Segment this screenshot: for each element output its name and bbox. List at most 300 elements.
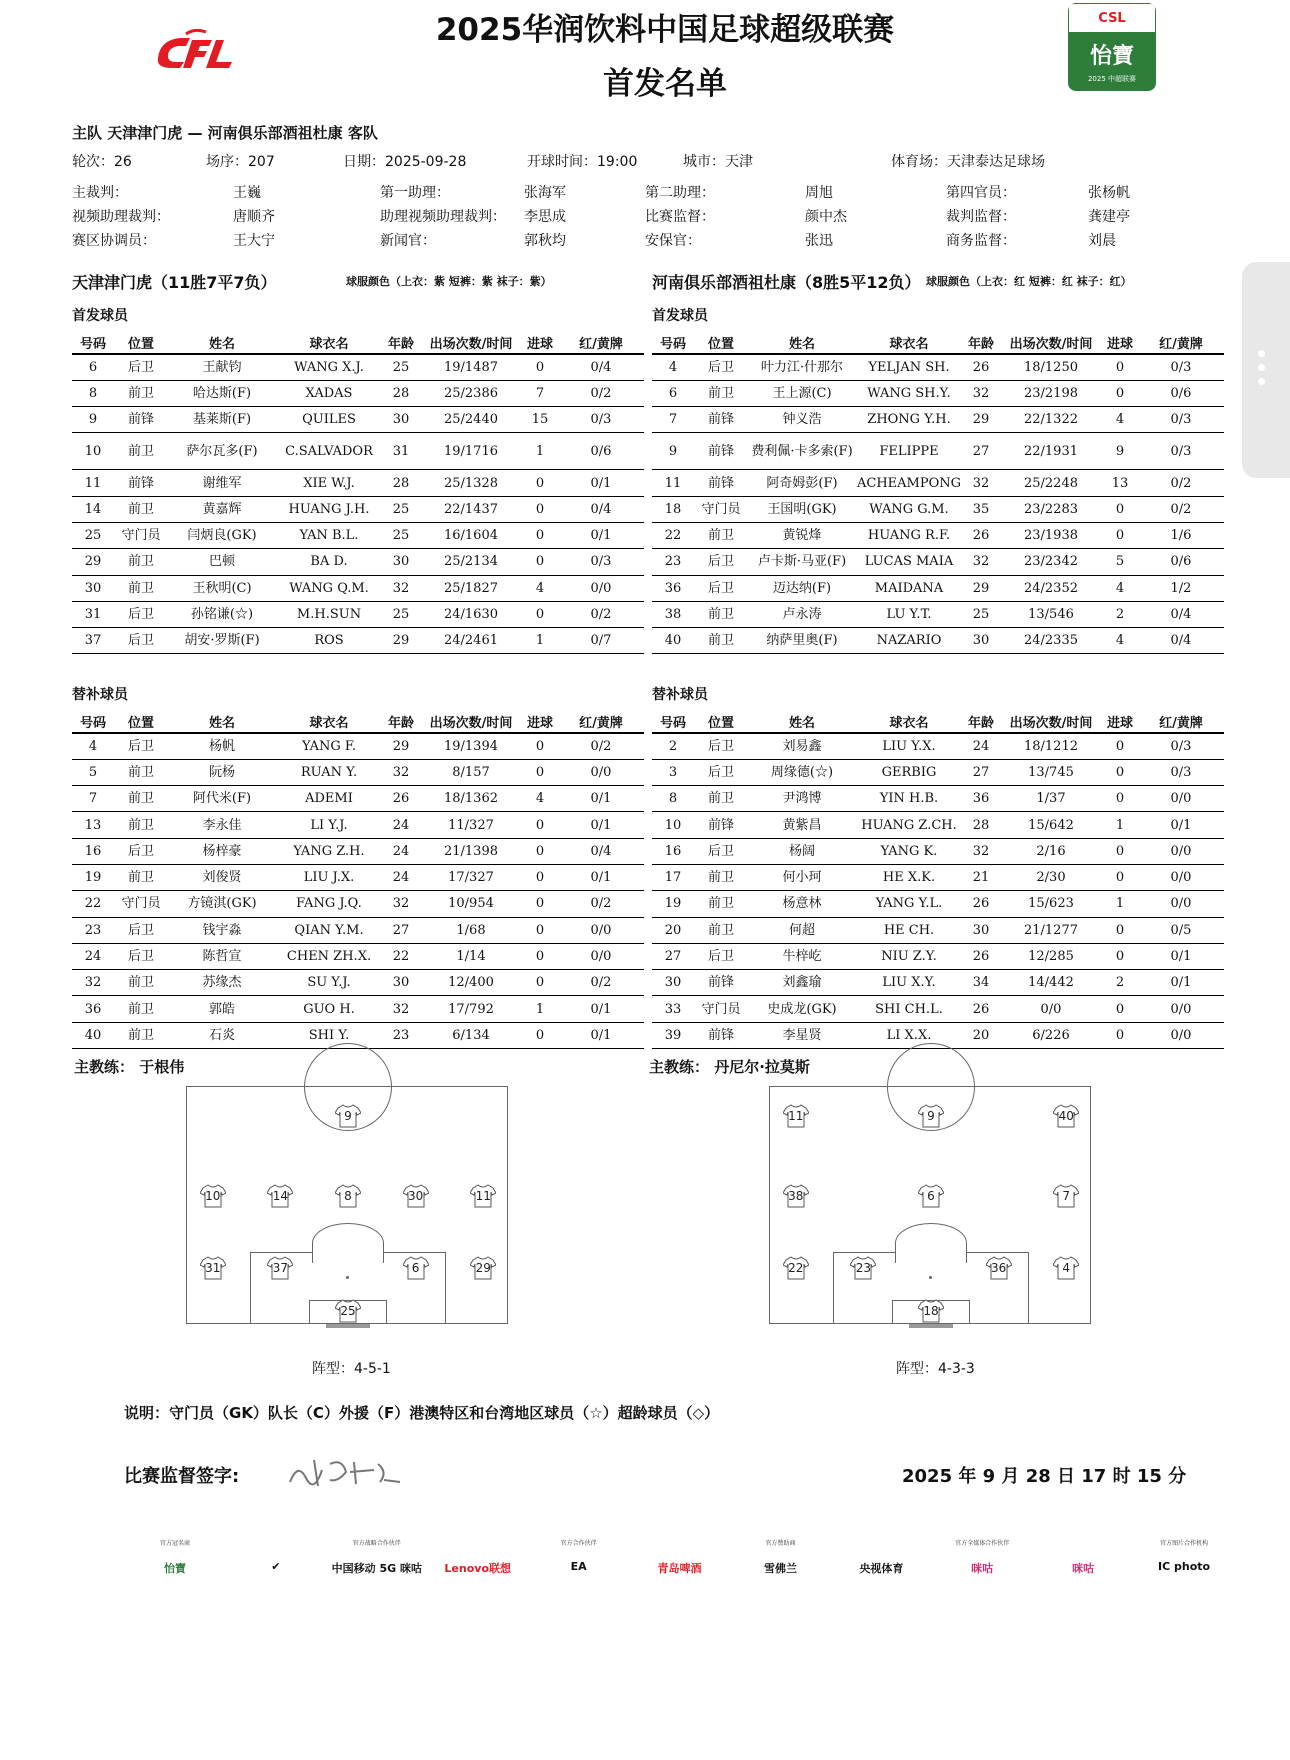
player-shirt-icon [918, 1299, 944, 1323]
table-row [72, 522, 644, 548]
player-shirt-icon [783, 1256, 809, 1280]
cell-cards: 0/0 [1138, 996, 1224, 1022]
sponsor-name: 央视体育 [859, 1562, 904, 1575]
cell-age: 30 [382, 549, 420, 575]
cell-apps: 10/954 [420, 891, 522, 917]
cell-apps: 25/2248 [1000, 470, 1102, 496]
column-header-position: 位置 [694, 711, 748, 733]
dot-icon [1258, 364, 1265, 371]
table-row [652, 354, 1224, 380]
column-header-name: 姓名 [168, 711, 276, 733]
cell-position: 前锋 [694, 970, 748, 996]
cell-goals: 0 [1102, 759, 1138, 785]
cell-age: 24 [962, 733, 1000, 759]
cell-number: 11 [652, 470, 694, 496]
cell-shirt-name: SHI CH.L. [856, 996, 962, 1022]
sponsor-name: 咪咕 [971, 1562, 994, 1575]
cell-cards: 0/1 [1138, 943, 1224, 969]
cell-goals: 4 [1102, 407, 1138, 433]
cell-number: 5 [72, 759, 114, 785]
cell-goals: 2 [1102, 970, 1138, 996]
cell-name: 李星贤 [748, 1022, 856, 1048]
table-row [72, 549, 644, 575]
shirt-number: 40 [1058, 1108, 1074, 1123]
cell-position: 后卫 [114, 628, 168, 654]
official-name: 唐顺齐 [233, 209, 275, 225]
cell-number: 23 [652, 549, 694, 575]
cell-apps: 25/2134 [420, 549, 522, 575]
cell-cards: 0/0 [558, 575, 644, 601]
cell-age: 25 [382, 601, 420, 627]
cell-shirt-name: MAIDANA [856, 575, 962, 601]
official-name: 郭秋均 [524, 233, 566, 249]
cell-number: 10 [652, 812, 694, 838]
column-header-apps: 出场次数/时间 [420, 711, 522, 733]
table-row [652, 864, 1224, 890]
player-shirt-icon [335, 1104, 361, 1128]
official-name: 周旭 [805, 185, 833, 201]
table-row [652, 380, 1224, 406]
csl-logo [1068, 3, 1156, 91]
cell-name: 周缘德(☆) [748, 759, 856, 785]
cell-cards: 0/6 [1138, 380, 1224, 406]
column-header-age: 年龄 [962, 332, 1000, 354]
table-row [72, 759, 644, 785]
cell-goals: 2 [1102, 601, 1138, 627]
cell-goals: 4 [1102, 575, 1138, 601]
cell-apps: 25/2386 [420, 380, 522, 406]
cell-position: 后卫 [694, 759, 748, 785]
official-name: 颜中杰 [805, 209, 847, 225]
column-header-cards: 红/黄牌 [558, 711, 644, 733]
cell-name: 叶力江·什那尔 [748, 354, 856, 380]
cell-apps: 23/2283 [1000, 496, 1102, 522]
cell-shirt-name: FELIPPE [856, 433, 962, 470]
cell-apps: 13/745 [1000, 759, 1102, 785]
cell-cards: 0/7 [558, 628, 644, 654]
header [0, 0, 1290, 110]
cell-age: 29 [962, 407, 1000, 433]
cell-cards: 0/0 [1138, 864, 1224, 890]
shirt-number: 18 [923, 1303, 939, 1318]
sponsor-caption: 官方合作伙伴 [560, 1540, 597, 1547]
cell-name: 何小珂 [748, 864, 856, 890]
table-row [72, 601, 644, 627]
column-header-number: 号码 [72, 711, 114, 733]
cell-number: 40 [72, 1022, 114, 1048]
away-starters-table [652, 332, 1224, 654]
cell-shirt-name: WANG X.J. [276, 354, 382, 380]
cell-age: 29 [382, 733, 420, 759]
official-name: 张杨帆 [1088, 185, 1130, 201]
page-title: 2025华润饮料中国足球超级联赛 [435, 12, 895, 48]
table-row [72, 864, 644, 890]
cell-name: 王上源(C) [748, 380, 856, 406]
cell-age: 22 [382, 943, 420, 969]
cell-name: 迈达纳(F) [748, 575, 856, 601]
cell-shirt-name: C.SALVADOR [276, 433, 382, 470]
cell-goals: 4 [522, 575, 558, 601]
signature-time: 2025 年 9 月 28 日 17 时 15 分 [902, 1466, 1187, 1487]
cell-age: 28 [382, 470, 420, 496]
column-header-name: 姓名 [748, 332, 856, 354]
cell-shirt-name: HE X.K. [856, 864, 962, 890]
cell-shirt-name: BA D. [276, 549, 382, 575]
cell-age: 28 [382, 380, 420, 406]
table-row [72, 470, 644, 496]
cell-position: 前锋 [114, 407, 168, 433]
cell-number: 6 [72, 354, 114, 380]
sponsor-caption [1028, 1538, 1138, 1548]
cell-name: 卢永涛 [748, 601, 856, 627]
cell-number: 23 [72, 917, 114, 943]
cell-name: 胡安·罗斯(F) [168, 628, 276, 654]
official-role: 裁判监督： [946, 209, 1016, 225]
side-handle[interactable] [1242, 262, 1290, 478]
cell-number: 32 [72, 970, 114, 996]
cell-number: 16 [652, 838, 694, 864]
cell-cards: 0/3 [1138, 433, 1224, 470]
cell-number: 16 [72, 838, 114, 864]
cell-number: 14 [72, 496, 114, 522]
column-header-position: 位置 [114, 332, 168, 354]
cell-shirt-name: LIU Y.X. [856, 733, 962, 759]
cell-shirt-name: XADAS [276, 380, 382, 406]
cell-apps: 25/1328 [420, 470, 522, 496]
cell-cards: 0/4 [558, 496, 644, 522]
home-coach: 主教练： 于根伟 [74, 1058, 185, 1076]
cell-shirt-name: YANG K. [856, 838, 962, 864]
dot-icon [1258, 350, 1265, 357]
cell-number: 22 [72, 891, 114, 917]
cell-name: 基莱斯(F) [168, 407, 276, 433]
cell-number: 13 [72, 812, 114, 838]
shirt-number: 14 [272, 1189, 289, 1204]
table-row [72, 628, 644, 654]
home-formation: 阵型：4-5-1 [312, 1361, 391, 1377]
cell-name: 钱宇淼 [168, 917, 276, 943]
cell-apps: 2/30 [1000, 864, 1102, 890]
shirt-number: 11 [788, 1108, 804, 1123]
cell-cards: 0/2 [1138, 470, 1224, 496]
home-subs-label: 替补球员 [72, 687, 128, 703]
cell-position: 前锋 [114, 470, 168, 496]
cell-shirt-name: YELJAN SH. [856, 354, 962, 380]
cell-shirt-name: ZHONG Y.H. [856, 407, 962, 433]
player-shirt-icon [335, 1184, 361, 1208]
cell-position: 前卫 [114, 380, 168, 406]
cell-goals: 0 [522, 943, 558, 969]
cell-position: 后卫 [114, 601, 168, 627]
cell-position: 守门员 [114, 522, 168, 548]
cell-apps: 24/2352 [1000, 575, 1102, 601]
cell-name: 巴顿 [168, 549, 276, 575]
cell-position: 后卫 [694, 943, 748, 969]
cell-shirt-name: LIU X.Y. [856, 970, 962, 996]
cell-position: 后卫 [694, 549, 748, 575]
cell-number: 18 [652, 496, 694, 522]
shirt-number: 9 [344, 1108, 352, 1123]
cell-age: 26 [962, 354, 1000, 380]
home-team-name: 天津津门虎（11胜7平7负） [72, 273, 277, 292]
table-row [652, 496, 1224, 522]
cell-shirt-name: QUILES [276, 407, 382, 433]
cell-number: 9 [652, 433, 694, 470]
cell-number: 24 [72, 943, 114, 969]
cell-shirt-name: CHEN ZH.X. [276, 943, 382, 969]
player-shirt-icon [470, 1184, 496, 1208]
cell-number: 33 [652, 996, 694, 1022]
cell-goals: 5 [1102, 549, 1138, 575]
column-header-cards: 红/黄牌 [1138, 711, 1224, 733]
cell-shirt-name: YIN H.B. [856, 786, 962, 812]
column-header-number: 号码 [652, 711, 694, 733]
cell-number: 36 [72, 996, 114, 1022]
cell-name: 郭皓 [168, 996, 276, 1022]
away-subs-label: 替补球员 [652, 687, 708, 703]
home-starters-table [72, 332, 644, 654]
cell-shirt-name: GERBIG [856, 759, 962, 785]
cell-age: 36 [962, 786, 1000, 812]
home-formation-pitch [186, 1086, 508, 1324]
sponsor-logo [524, 1538, 634, 1573]
cell-shirt-name: FANG J.Q. [276, 891, 382, 917]
table-row [72, 943, 644, 969]
cell-name: 刘俊贤 [168, 864, 276, 890]
cell-cards: 0/1 [558, 864, 644, 890]
cell-cards: 0/1 [558, 786, 644, 812]
cell-number: 30 [652, 970, 694, 996]
official-role: 第四官员： [946, 185, 1016, 201]
cell-shirt-name: WANG Q.M. [276, 575, 382, 601]
cell-number: 40 [652, 628, 694, 654]
cell-apps: 6/226 [1000, 1022, 1102, 1048]
sponsor-caption: 官方赞助商 [765, 1540, 796, 1547]
away-kit-colors: 球服颜色（上衣：红 短裤：红 袜子：红） [926, 275, 1132, 288]
dot-icon [1258, 378, 1265, 385]
cell-apps: 19/1716 [420, 433, 522, 470]
cell-age: 27 [382, 917, 420, 943]
cell-apps: 13/546 [1000, 601, 1102, 627]
cell-position: 前卫 [694, 917, 748, 943]
table-row [652, 996, 1224, 1022]
shirt-number: 4 [1062, 1260, 1071, 1275]
cell-age: 35 [962, 496, 1000, 522]
sponsor-name: IC photo [1158, 1560, 1211, 1573]
cell-name: 李永佳 [168, 812, 276, 838]
match-kickoff: 开球时间：19:00 [527, 154, 638, 170]
cell-position: 后卫 [694, 838, 748, 864]
cell-cards: 0/0 [1138, 786, 1224, 812]
cell-age: 24 [382, 838, 420, 864]
column-header-shirt-name: 球衣名 [276, 711, 382, 733]
cell-cards: 0/4 [558, 838, 644, 864]
column-header-position: 位置 [114, 711, 168, 733]
cell-age: 21 [962, 864, 1000, 890]
cell-name: 哈达斯(F) [168, 380, 276, 406]
shirt-number: 22 [788, 1260, 804, 1275]
sponsor-caption: 官方冠名商 [159, 1540, 190, 1547]
cell-apps: 25/1827 [420, 575, 522, 601]
cell-cards: 0/6 [558, 433, 644, 470]
cell-apps: 22/1322 [1000, 407, 1102, 433]
cell-position: 后卫 [114, 917, 168, 943]
column-header-shirt-name: 球衣名 [276, 332, 382, 354]
cell-position: 前卫 [114, 996, 168, 1022]
cell-age: 26 [962, 943, 1000, 969]
cell-shirt-name: XIE W.J. [276, 470, 382, 496]
player-shirt-icon [1053, 1256, 1079, 1280]
away-starters-label: 首发球员 [652, 308, 708, 324]
sponsor-caption [625, 1538, 735, 1548]
player-shirt-icon [403, 1256, 429, 1280]
official-name: 王巍 [233, 185, 261, 201]
cell-name: 石炎 [168, 1022, 276, 1048]
cell-position: 前卫 [694, 864, 748, 890]
cell-age: 32 [962, 838, 1000, 864]
cell-shirt-name: GUO H. [276, 996, 382, 1022]
cell-age: 34 [962, 970, 1000, 996]
cell-goals: 1 [522, 996, 558, 1022]
shirt-number: 11 [475, 1189, 491, 1204]
sponsor-logo [221, 1538, 331, 1573]
cell-age: 24 [382, 812, 420, 838]
away-subs-table [652, 711, 1224, 1049]
official-role: 新闻官： [380, 233, 436, 249]
table-row [72, 575, 644, 601]
cell-apps: 24/2335 [1000, 628, 1102, 654]
cell-shirt-name: LUCAS MAIA [856, 549, 962, 575]
cell-name: 谢维军 [168, 470, 276, 496]
cell-goals: 0 [522, 891, 558, 917]
official-role: 第一助理： [380, 185, 450, 201]
cell-shirt-name: HE CH. [856, 917, 962, 943]
cell-number: 39 [652, 1022, 694, 1048]
cfl-logo-icon [150, 28, 250, 72]
cell-position: 前锋 [694, 433, 748, 470]
table-row [72, 891, 644, 917]
table-row [652, 407, 1224, 433]
sponsor-name: 咪咕 [1072, 1562, 1095, 1575]
shirt-number: 6 [411, 1260, 420, 1275]
cell-goals: 0 [522, 522, 558, 548]
sponsor-caption [221, 1538, 331, 1548]
cell-apps: 24/1630 [420, 601, 522, 627]
sponsor-caption: 官方图片合作机构 [1160, 1540, 1209, 1547]
cell-cards: 0/6 [1138, 549, 1224, 575]
sponsor-name: 雪佛兰 [763, 1562, 797, 1575]
cell-number: 10 [72, 433, 114, 470]
sponsor-name: Lenovo联想 [444, 1562, 512, 1575]
shirt-number: 6 [927, 1189, 935, 1204]
cell-number: 7 [652, 407, 694, 433]
cell-name: 杨帆 [168, 733, 276, 759]
table-row [652, 575, 1224, 601]
cell-goals: 0 [1102, 354, 1138, 380]
cell-shirt-name: ADEMI [276, 786, 382, 812]
cell-position: 守门员 [114, 891, 168, 917]
csl-badge-top: CSL [1068, 3, 1156, 33]
cell-apps: 23/1938 [1000, 522, 1102, 548]
signature-label: 比赛监督签字: [124, 1466, 240, 1487]
cell-apps: 14/442 [1000, 970, 1102, 996]
player-shirt-icon [918, 1184, 944, 1208]
column-header-goals: 进球 [1102, 711, 1138, 733]
cell-name: 刘鑫瑜 [748, 970, 856, 996]
cell-name: 闫炳良(GK) [168, 522, 276, 548]
csl-badge-mid: 怡寶 [1089, 44, 1134, 69]
cell-age: 32 [962, 470, 1000, 496]
cell-cards: 0/3 [1138, 354, 1224, 380]
cell-cards: 0/0 [1138, 838, 1224, 864]
cell-goals: 0 [522, 812, 558, 838]
match-round: 轮次：26 [72, 154, 132, 170]
cell-name: 陈哲宣 [168, 943, 276, 969]
cell-goals: 0 [1102, 864, 1138, 890]
cell-apps: 18/1212 [1000, 733, 1102, 759]
shirt-number: 30 [407, 1189, 424, 1204]
table-row [652, 812, 1224, 838]
cell-name: 阮杨 [168, 759, 276, 785]
shirt-number: 25 [340, 1303, 356, 1318]
table-row [652, 733, 1224, 759]
cell-number: 3 [652, 759, 694, 785]
cell-shirt-name: RUAN Y. [276, 759, 382, 785]
cell-cards: 0/0 [558, 943, 644, 969]
cell-name: 黄嘉辉 [168, 496, 276, 522]
cell-number: 22 [652, 522, 694, 548]
cell-age: 32 [962, 549, 1000, 575]
cell-number: 8 [72, 380, 114, 406]
cell-age: 25 [382, 496, 420, 522]
cell-name: 黄紫昌 [748, 812, 856, 838]
cell-age: 20 [962, 1022, 1000, 1048]
match-stadium: 体育场：天津泰达足球场 [891, 154, 1045, 170]
column-header-name: 姓名 [168, 332, 276, 354]
cell-goals: 0 [1102, 496, 1138, 522]
cell-apps: 18/1362 [420, 786, 522, 812]
sponsor-logo [725, 1538, 835, 1576]
cell-apps: 6/134 [420, 1022, 522, 1048]
cell-apps: 16/1604 [420, 522, 522, 548]
cell-name: 何超 [748, 917, 856, 943]
cell-apps: 19/1394 [420, 733, 522, 759]
shirt-number: 38 [788, 1189, 804, 1204]
cell-age: 27 [962, 433, 1000, 470]
table-row [72, 996, 644, 1022]
column-header-age: 年龄 [962, 711, 1000, 733]
cell-cards: 0/5 [1138, 917, 1224, 943]
cell-apps: 18/1250 [1000, 354, 1102, 380]
cell-shirt-name: LI X.X. [856, 1022, 962, 1048]
shirt-number: 9 [927, 1108, 935, 1123]
player-shirt-icon [200, 1256, 226, 1280]
cell-goals: 0 [1102, 917, 1138, 943]
cell-goals: 0 [1102, 943, 1138, 969]
cell-name: 纳萨里奥(F) [748, 628, 856, 654]
player-shirt-icon [986, 1256, 1012, 1280]
cell-number: 27 [652, 943, 694, 969]
home-starters-label: 首发球员 [72, 308, 128, 324]
column-header-number: 号码 [652, 332, 694, 354]
column-header-age: 年龄 [382, 711, 420, 733]
home-kit-colors: 球服颜色（上衣：紫 短裤：紫 袜子：紫） [346, 275, 552, 288]
cell-name: 卢卡斯·马亚(F) [748, 549, 856, 575]
cell-age: 25 [382, 522, 420, 548]
table-row [72, 407, 644, 433]
cell-position: 前卫 [114, 759, 168, 785]
sponsor-name: 青岛啤酒 [657, 1562, 702, 1575]
